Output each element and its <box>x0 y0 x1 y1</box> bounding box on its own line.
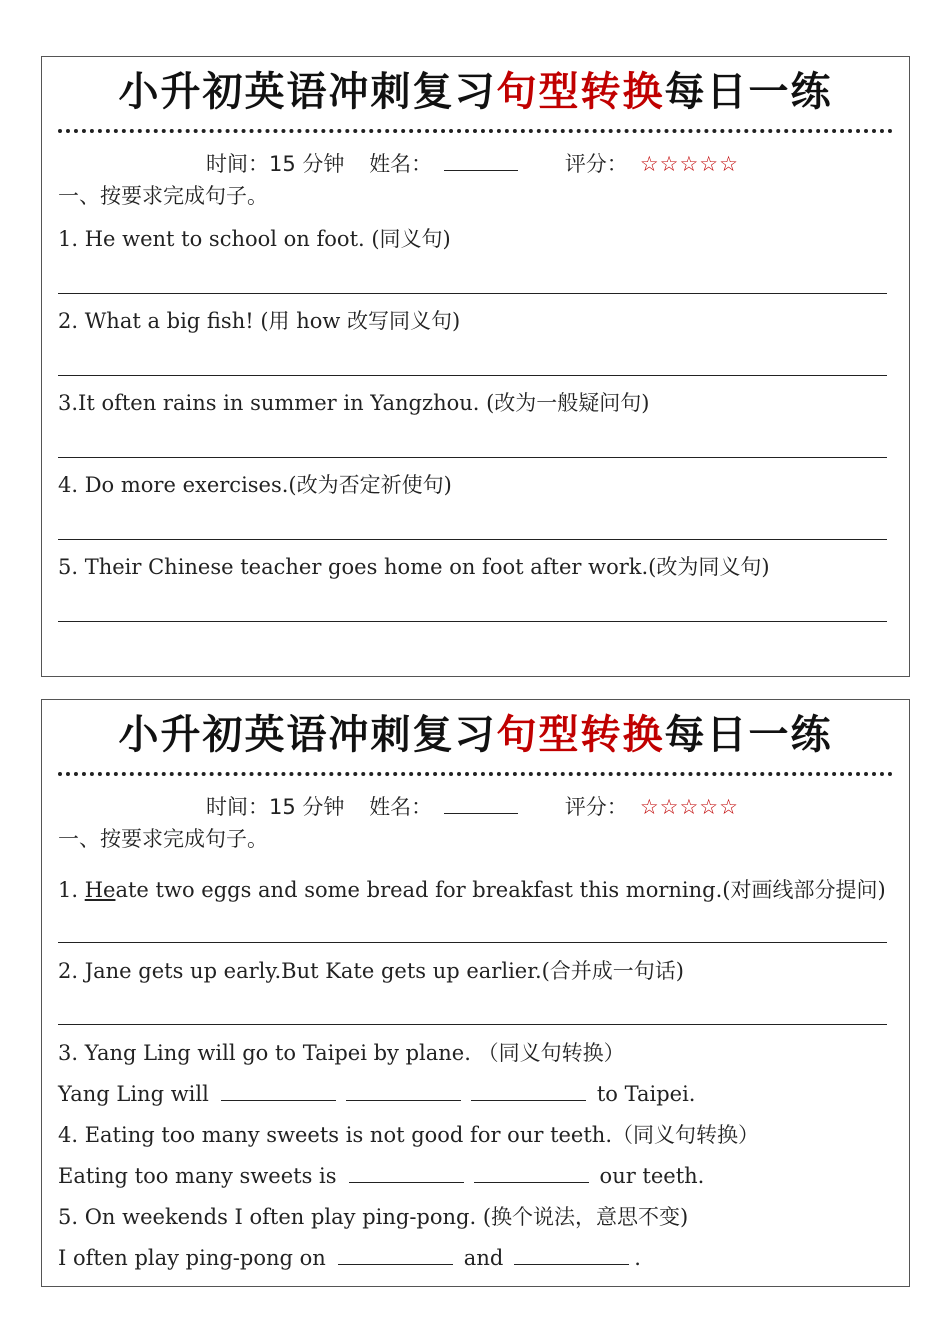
question-1: 1. Heate two eggs and some bread for breakfast this morning.(对画线部分提问) <box>58 878 886 902</box>
question-2: 2. What a big fish! (用 how 改写同义句) <box>58 309 461 333</box>
question-2: 2. Jane gets up early.But Kate gets up earlier.(合并成一句话) <box>58 959 685 983</box>
answer-line-1[interactable] <box>58 942 887 943</box>
question-3: 3. Yang Ling will go to Taipei by plane. （同义句转换） <box>58 1041 625 1065</box>
name-label: 姓名： <box>369 795 433 819</box>
blank[interactable] <box>338 1244 453 1265</box>
blank[interactable] <box>474 1162 589 1183</box>
meta-row <box>42 149 909 179</box>
title-part-2: 每日一练 <box>664 712 833 758</box>
title-part-1: 小升初英语冲刺复习 <box>118 712 497 758</box>
title-highlight: 句型转换 <box>496 69 665 115</box>
dotted-divider <box>58 129 893 133</box>
question-1: 1. He went to school on foot. (同义句) <box>58 227 451 251</box>
score-stars-icon: ☆☆☆☆☆ <box>639 795 739 819</box>
title-part-2: 每日一练 <box>664 69 833 115</box>
time-label: 时间：15 分钟 <box>206 152 345 176</box>
score-label: 评分： <box>564 152 628 176</box>
name-blank[interactable] <box>444 793 518 814</box>
blank[interactable] <box>349 1162 464 1183</box>
answer-line-3[interactable] <box>58 457 887 458</box>
time-label: 时间：15 分钟 <box>206 795 345 819</box>
meta-row <box>42 792 909 822</box>
question-4: 4. Eating too many sweets is not good for our teeth.（同义句转换） <box>58 1123 759 1147</box>
answer-line-4[interactable] <box>58 539 887 540</box>
worksheet-title <box>42 710 909 760</box>
answer-line-1[interactable] <box>58 293 887 294</box>
dotted-divider <box>58 772 893 776</box>
question-4: 4. Do more exercises.(改为否定祈使句) <box>58 473 452 497</box>
section-title: 一、按要求完成句子。 <box>58 827 268 851</box>
answer-line-5[interactable] <box>58 621 887 622</box>
question-5: 5. On weekends I often play ping-pong. (换个说法，意思不变) <box>58 1205 689 1229</box>
question-3-fill: Yang Ling will to Taipei. <box>58 1082 696 1106</box>
answer-line-2[interactable] <box>58 1024 887 1025</box>
blank[interactable] <box>514 1244 629 1265</box>
worksheet-card-2 <box>41 699 910 1287</box>
worksheet-title <box>42 67 909 117</box>
question-4-fill: Eating too many sweets is our teeth. <box>58 1164 705 1188</box>
question-5: 5. Their Chinese teacher goes home on foot after work.(改为同义句) <box>58 555 770 579</box>
title-highlight: 句型转换 <box>496 712 665 758</box>
blank[interactable] <box>221 1080 336 1101</box>
name-blank[interactable] <box>444 150 518 171</box>
underlined-word: He <box>84 878 116 902</box>
score-label: 评分： <box>564 795 628 819</box>
answer-line-2[interactable] <box>58 375 887 376</box>
score-stars-icon: ☆☆☆☆☆ <box>639 152 739 176</box>
blank[interactable] <box>346 1080 461 1101</box>
section-title: 一、按要求完成句子。 <box>58 184 268 208</box>
worksheet-card-1 <box>41 56 910 677</box>
blank[interactable] <box>471 1080 586 1101</box>
title-part-1: 小升初英语冲刺复习 <box>118 69 497 115</box>
question-3: 3.It often rains in summer in Yangzhou. (改为一般疑问句) <box>58 391 650 415</box>
question-5-fill: I often play ping-pong on and . <box>58 1246 641 1270</box>
name-label: 姓名： <box>369 152 433 176</box>
